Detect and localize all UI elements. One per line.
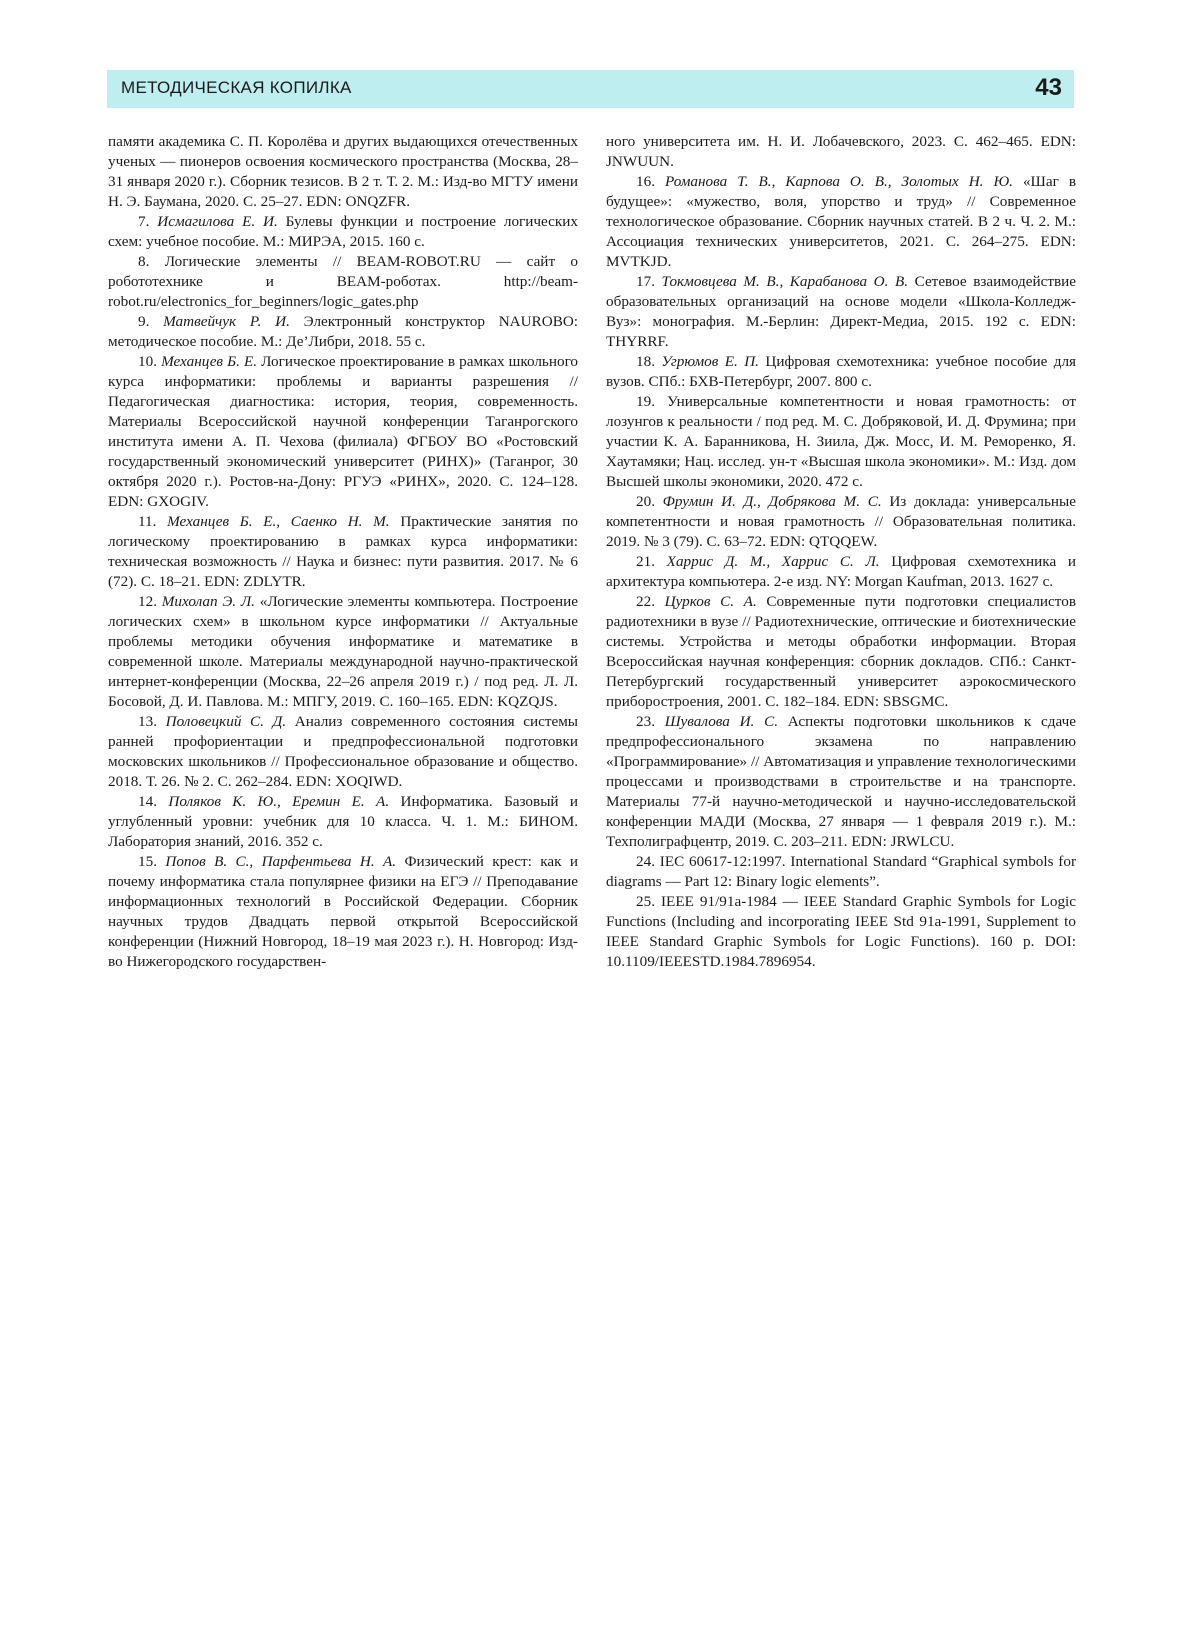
reference-text: IEEE 91/91a-1984 — IEEE Standard Graphic Symbols for Logic Functions (Including and incorporating IEEE Std 91a-1991, Supplement to IEEE Standard Graphic Symbols for Logic Functions). 160 p. DOI: 10.1109/IEEESTD.1984.7896954.: [606, 893, 1076, 970]
reference-number: 20.: [636, 493, 655, 510]
reference-authors: Попов В. С., Парфентьева Н. А.: [165, 853, 396, 870]
reference-number: 7.: [138, 213, 149, 230]
reference-entry: [606, 172, 1076, 272]
reference-authors: Механцев Б. Е., Саенко Н. М.: [167, 513, 389, 530]
reference-text: «Логические элементы компьютера. Построение логических схем» в школьном курсе информатики // Актуальные проблемы методики обучения информатике и математике в современной школе. Материалы международной научно-практической интернет-конференции (Москва, 22–26 апреля 2019 г.) / под ред. Л. Л. Босовой, Д. И. Павлова. М.: МПГУ, 2019. С. 160–165. EDN: KQZQJS.: [108, 593, 578, 710]
reference-authors: Цурков С. А.: [665, 593, 757, 610]
reference-text: Из доклада: универсальные компетентности и новая грамотность // Образовательная политика. 2019. № 3 (79). С. 63–72. EDN: QTQQEW.: [606, 493, 1076, 550]
reference-text: Электронный конструктор NAUROBO: методическое пособие. М.: Де’Либри, 2018. 55 с.: [108, 313, 578, 350]
reference-entry: [108, 132, 578, 212]
reference-number: 23.: [636, 713, 655, 730]
reference-text: Информатика. Базовый и углубленный уровни: учебник для 10 класса. Ч. 1. М.: БИНОМ. Лаборатория знаний, 2016. 352 с.: [108, 793, 578, 850]
reference-text: Цифровая схемотехника и архитектура компьютера. 2-е изд. NY: Morgan Kaufman, 2013. 1627 с.: [606, 553, 1076, 590]
reference-entry: [108, 792, 578, 852]
reference-entry: [606, 272, 1076, 352]
reference-entry: [108, 312, 578, 352]
reference-entry: [606, 712, 1076, 852]
reference-number: 13.: [138, 713, 157, 730]
reference-entry: [606, 132, 1076, 172]
right-column: [606, 132, 1076, 972]
reference-text: Логическое проектирование в рамках школьного курса информатики: проблемы и варианты разрешения // Педагогическая диагностика: история, теория, современность. Материалы Всероссийской научной конференции Таганрогского института имени А. П. Чехова (филиала) ФГБОУ ВО «Ростовский государственный экономический университет (РИНХ)» (Таганрог, 30 октября 2020 г.). Ростов-на-Дону: РГУЭ «РИНХ», 2020. С. 124–128. EDN: GXOGIV.: [108, 353, 578, 510]
page-number: 43: [1035, 74, 1062, 102]
reference-authors: Шувалова И. С.: [665, 713, 778, 730]
reference-entry: [606, 392, 1076, 492]
reference-number: 25.: [636, 893, 655, 910]
reference-entry: [606, 552, 1076, 592]
reference-text: IEC 60617-12:1997. International Standard “Graphical symbols for diagrams — Part 12: Binary logic elements”.: [606, 853, 1076, 890]
reference-authors: Половецкий С. Д.: [166, 713, 286, 730]
reference-text: Современные пути подготовки специалистов радиотехники в вузе // Радиотехнические, оптические и биотехнические системы. Устройства и методы обработки информации. Вторая Всероссийская научная конференция: сборник докладов. СПб.: Санкт-Петербургский государственный университет аэрокосмического приборостроения, 2001. С. 182–184. EDN: SBSGMC.: [606, 593, 1076, 710]
reference-entry: [606, 592, 1076, 712]
reference-text: Сетевое взаимодействие образовательных организаций на основе модели «Школа-Колледж-Вуз»: монография. М.-Берлин: Директ-Медиа, 2015. 192 с. EDN: THYRRF.: [606, 273, 1076, 350]
reference-text: Логические элементы // BEAM-ROBOT.RU — сайт о робототехнике и BEAM-роботах. http://beam-robot.ru/electronics_for_beginners/logic_gates.php: [108, 253, 578, 310]
reference-number: 21.: [636, 553, 655, 570]
reference-number: 12.: [138, 593, 157, 610]
reference-text: памяти академика С. П. Королёва и других выдающихся отечественных ученых — пионеров освоения космического пространства (Москва, 28–31 января 2020 г.). Сборник тезисов. В 2 т. Т. 2. М.: Изд-во МГТУ имени Н. Э. Баумана, 2020. С. 25–27. EDN: ONQZFR.: [108, 133, 578, 210]
reference-number: 15.: [138, 853, 157, 870]
reference-authors: Токмовцева М. В., Карабанова О. В.: [662, 273, 909, 290]
reference-number: 14.: [138, 793, 157, 810]
page-header: [107, 70, 1074, 108]
reference-number: 18.: [636, 353, 655, 370]
reference-text: ного университета им. Н. И. Лобачевского, 2023. С. 462–465. EDN: JNWUUN.: [606, 133, 1076, 170]
reference-text: «Шаг в будущее»: «мужество, воля, упорство и труд» // Современное технологическое образование. Сборник научных статей. В 2 ч. Ч. 2. М.: Ассоциация технических университетов, 2021. С. 264–275. EDN: MVTKJD.: [606, 173, 1076, 270]
reference-number: 17.: [636, 273, 655, 290]
reference-authors: Матвейчук Р. И.: [163, 313, 290, 330]
reference-entry: [606, 892, 1076, 972]
reference-text: Физический крест: как и почему информатика стала популярнее физики на ЕГЭ // Преподавание информационных технологий в Российской Федерации. Сборник научных трудов Двадцать первой открытой Всероссийской конференции (Нижний Новгород, 18–19 мая 2023 г.). Н. Новгород: Изд-во Нижегородского государствен-: [108, 853, 578, 970]
reference-authors: Угрюмов Е. П.: [661, 353, 759, 370]
reference-authors: Харрис Д. М., Харрис С. Л.: [667, 553, 880, 570]
reference-number: 19.: [636, 393, 655, 410]
reference-entry: [606, 852, 1076, 892]
reference-number: 10.: [138, 353, 157, 370]
reference-text: Аспекты подготовки школьников к сдаче предпрофессионального экзамена по направлению «Программирование» // Автоматизация и управление технологическими процессами и производствами в строительстве и на транспорте. Материалы 77-й научно-методической и научно-исследовательской конференции МАДИ (Москва, 27 января — 1 февраля 2019 г.). М.: Техполиграфцентр, 2019. С. 203–211. EDN: JRWLCU.: [606, 713, 1076, 850]
reference-number: 9.: [138, 313, 149, 330]
reference-entry: [108, 352, 578, 512]
reference-entry: [606, 492, 1076, 552]
reference-entry: [108, 712, 578, 792]
reference-entry: [108, 852, 578, 972]
reference-entry: [108, 592, 578, 712]
reference-number: 22.: [636, 593, 655, 610]
reference-entry: [108, 512, 578, 592]
reference-number: 8.: [138, 253, 149, 270]
reference-text: Булевы функции и построение логических схем: учебное пособие. М.: МИРЭА, 2015. 160 с.: [108, 213, 578, 250]
reference-entry: [606, 352, 1076, 392]
reference-number: 16.: [636, 173, 655, 190]
reference-text: Практические занятия по логическому проектированию в рамках курса информатики: техническая возможность // Наука и бизнес: пути развития. 2017. № 6 (72). С. 18–21. EDN: ZDLYTR.: [108, 513, 578, 590]
reference-entry: [108, 252, 578, 312]
reference-text: Универсальные компетентности и новая грамотность: от лозунгов к реальности / под ред. М. С. Добряковой, И. Д. Фрумина; при участии К. А. Баранникова, Н. Зиила, Дж. Мосс, И. М. Реморенко, Я. Хаутамяки; Нац. исслед. ун-т «Высшая школа экономики». М.: Изд. дом Высшей школы экономики, 2020. 472 с.: [606, 393, 1076, 490]
reference-authors: Михолап Э. Л.: [162, 593, 255, 610]
reference-authors: Фрумин И. Д., Добрякова М. С.: [663, 493, 882, 510]
reference-entry: [108, 212, 578, 252]
reference-number: 24.: [636, 853, 655, 870]
reference-authors: Исмагилова Е. И.: [157, 213, 278, 230]
reference-text: Цифровая схемотехника: учебное пособие для вузов. СПб.: БХВ-Петербург, 2007. 800 с.: [606, 353, 1076, 390]
section-title: МЕТОДИЧЕСКАЯ КОПИЛКА: [121, 78, 352, 98]
reference-authors: Романова Т. В., Карпова О. В., Золотых Н. Ю.: [665, 173, 1013, 190]
reference-text: Анализ современного состояния системы ранней профориентации и предпрофессиональной подготовки московских школьников // Профессиональное образование и общество. 2018. Т. 26. № 2. С. 262–284. EDN: XOQIWD.: [108, 713, 578, 790]
reference-authors: Поляков К. Ю., Еремин Е. А.: [168, 793, 389, 810]
reference-number: 11.: [138, 513, 156, 530]
left-column: [108, 132, 578, 972]
reference-authors: Механцев Б. Е.: [161, 353, 257, 370]
